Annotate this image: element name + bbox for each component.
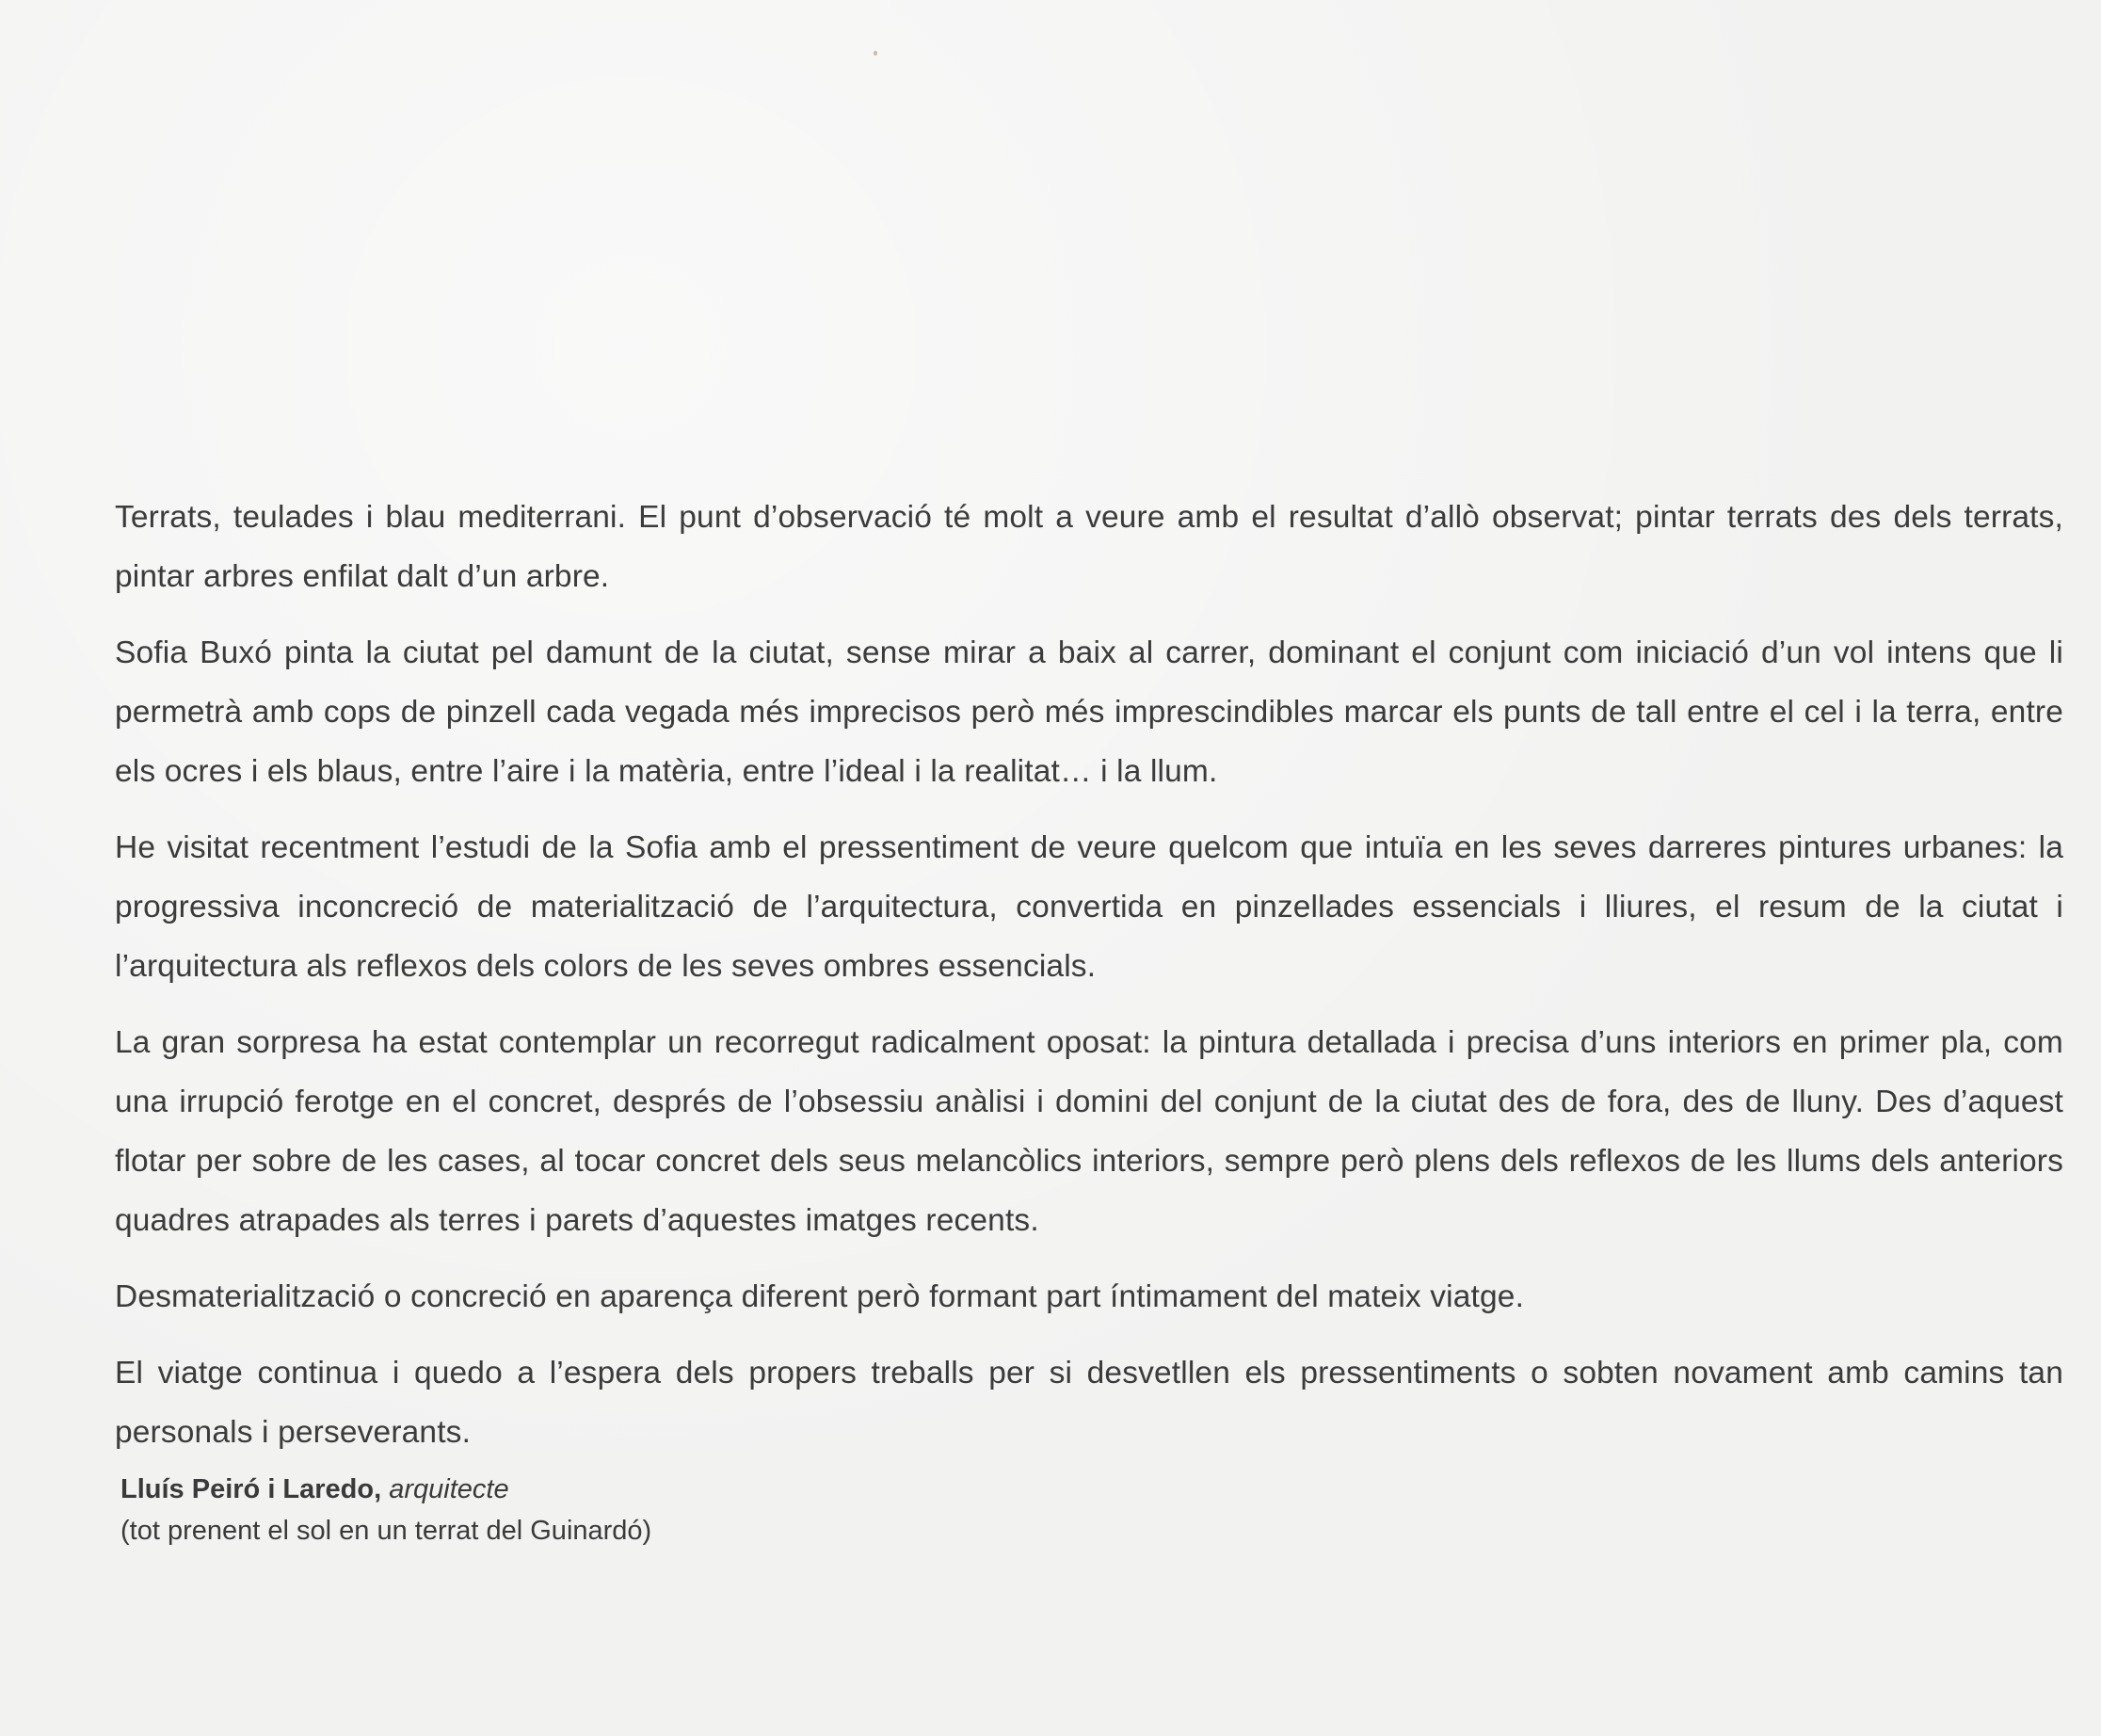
paragraph-4: La gran sorpresa ha estat contemplar un recorregut radicalment oposat: la pintura detallada i precisa d’uns interiors en primer pla, com una irrupció ferotge en el concret, després de l’obsessiu anàlisi i domini del conjunt de la ciutat des de fora, des de lluny. Des d’aquest flotar per sobre de les cases, al tocar concret dels seus melancòlics interiors, sempre però plens dels reflexos de les llums dels anteriors quadres atrapades als terres i parets d’aquestes imatges recents. bbox=[115, 1025, 2063, 1238]
paragraph-6: El viatge continua i quedo a l’espera dels propers treballs per si desvetllen els pressentiments o sobten novament amb camins tan personals i perseverants. bbox=[115, 1356, 2063, 1450]
paragraph-3: He visitat recentment l’estudi de la Sofia amb el pressentiment de veure quelcom que intuïa en les seves darreres pintures urbanes: la progressiva inconcreció de materialització de l’arquitectura, convertida en pinzellades essencials i lliures, el resum de la ciutat i l’arquitectura als reflexos dels colors de les seves ombres essencials. bbox=[115, 830, 2063, 984]
author-role: arquitecte bbox=[389, 1474, 509, 1504]
signature-note: (tot prenent el sol en un terrat del Guinardó) bbox=[120, 1516, 652, 1546]
paragraph-5: Desmaterialització o concreció en aparença diferent però formant part íntimament del mateix viatge. bbox=[115, 1279, 1525, 1314]
paragraph-2: Sofia Buxó pinta la ciutat pel damunt de la ciutat, sense mirar a baix al carrer, dominant el conjunt com iniciació d’un vol intens que li permetrà amb cops de pinzell cada vegada més imprecisos però més imprescindibles marcar els punts de tall entre el cel i la terra, entre els ocres i els blaus, entre l’aire i la matèria, entre l’ideal i la realitat… i la llum. bbox=[115, 635, 2063, 789]
signature-line bbox=[120, 1469, 651, 1510]
signature-block bbox=[120, 1469, 651, 1551]
paragraph-1: Terrats, teulades i blau mediterrani. El punt d’observació té molt a veure amb el resultat d’allò observat; pintar terrats des dels terrats, pintar arbres enfilat dalt d’un arbre. bbox=[115, 500, 2063, 594]
paper-speck bbox=[874, 51, 877, 56]
author-name: Lluís Peiró i Laredo, bbox=[120, 1474, 382, 1504]
essay-body bbox=[115, 488, 2063, 1479]
